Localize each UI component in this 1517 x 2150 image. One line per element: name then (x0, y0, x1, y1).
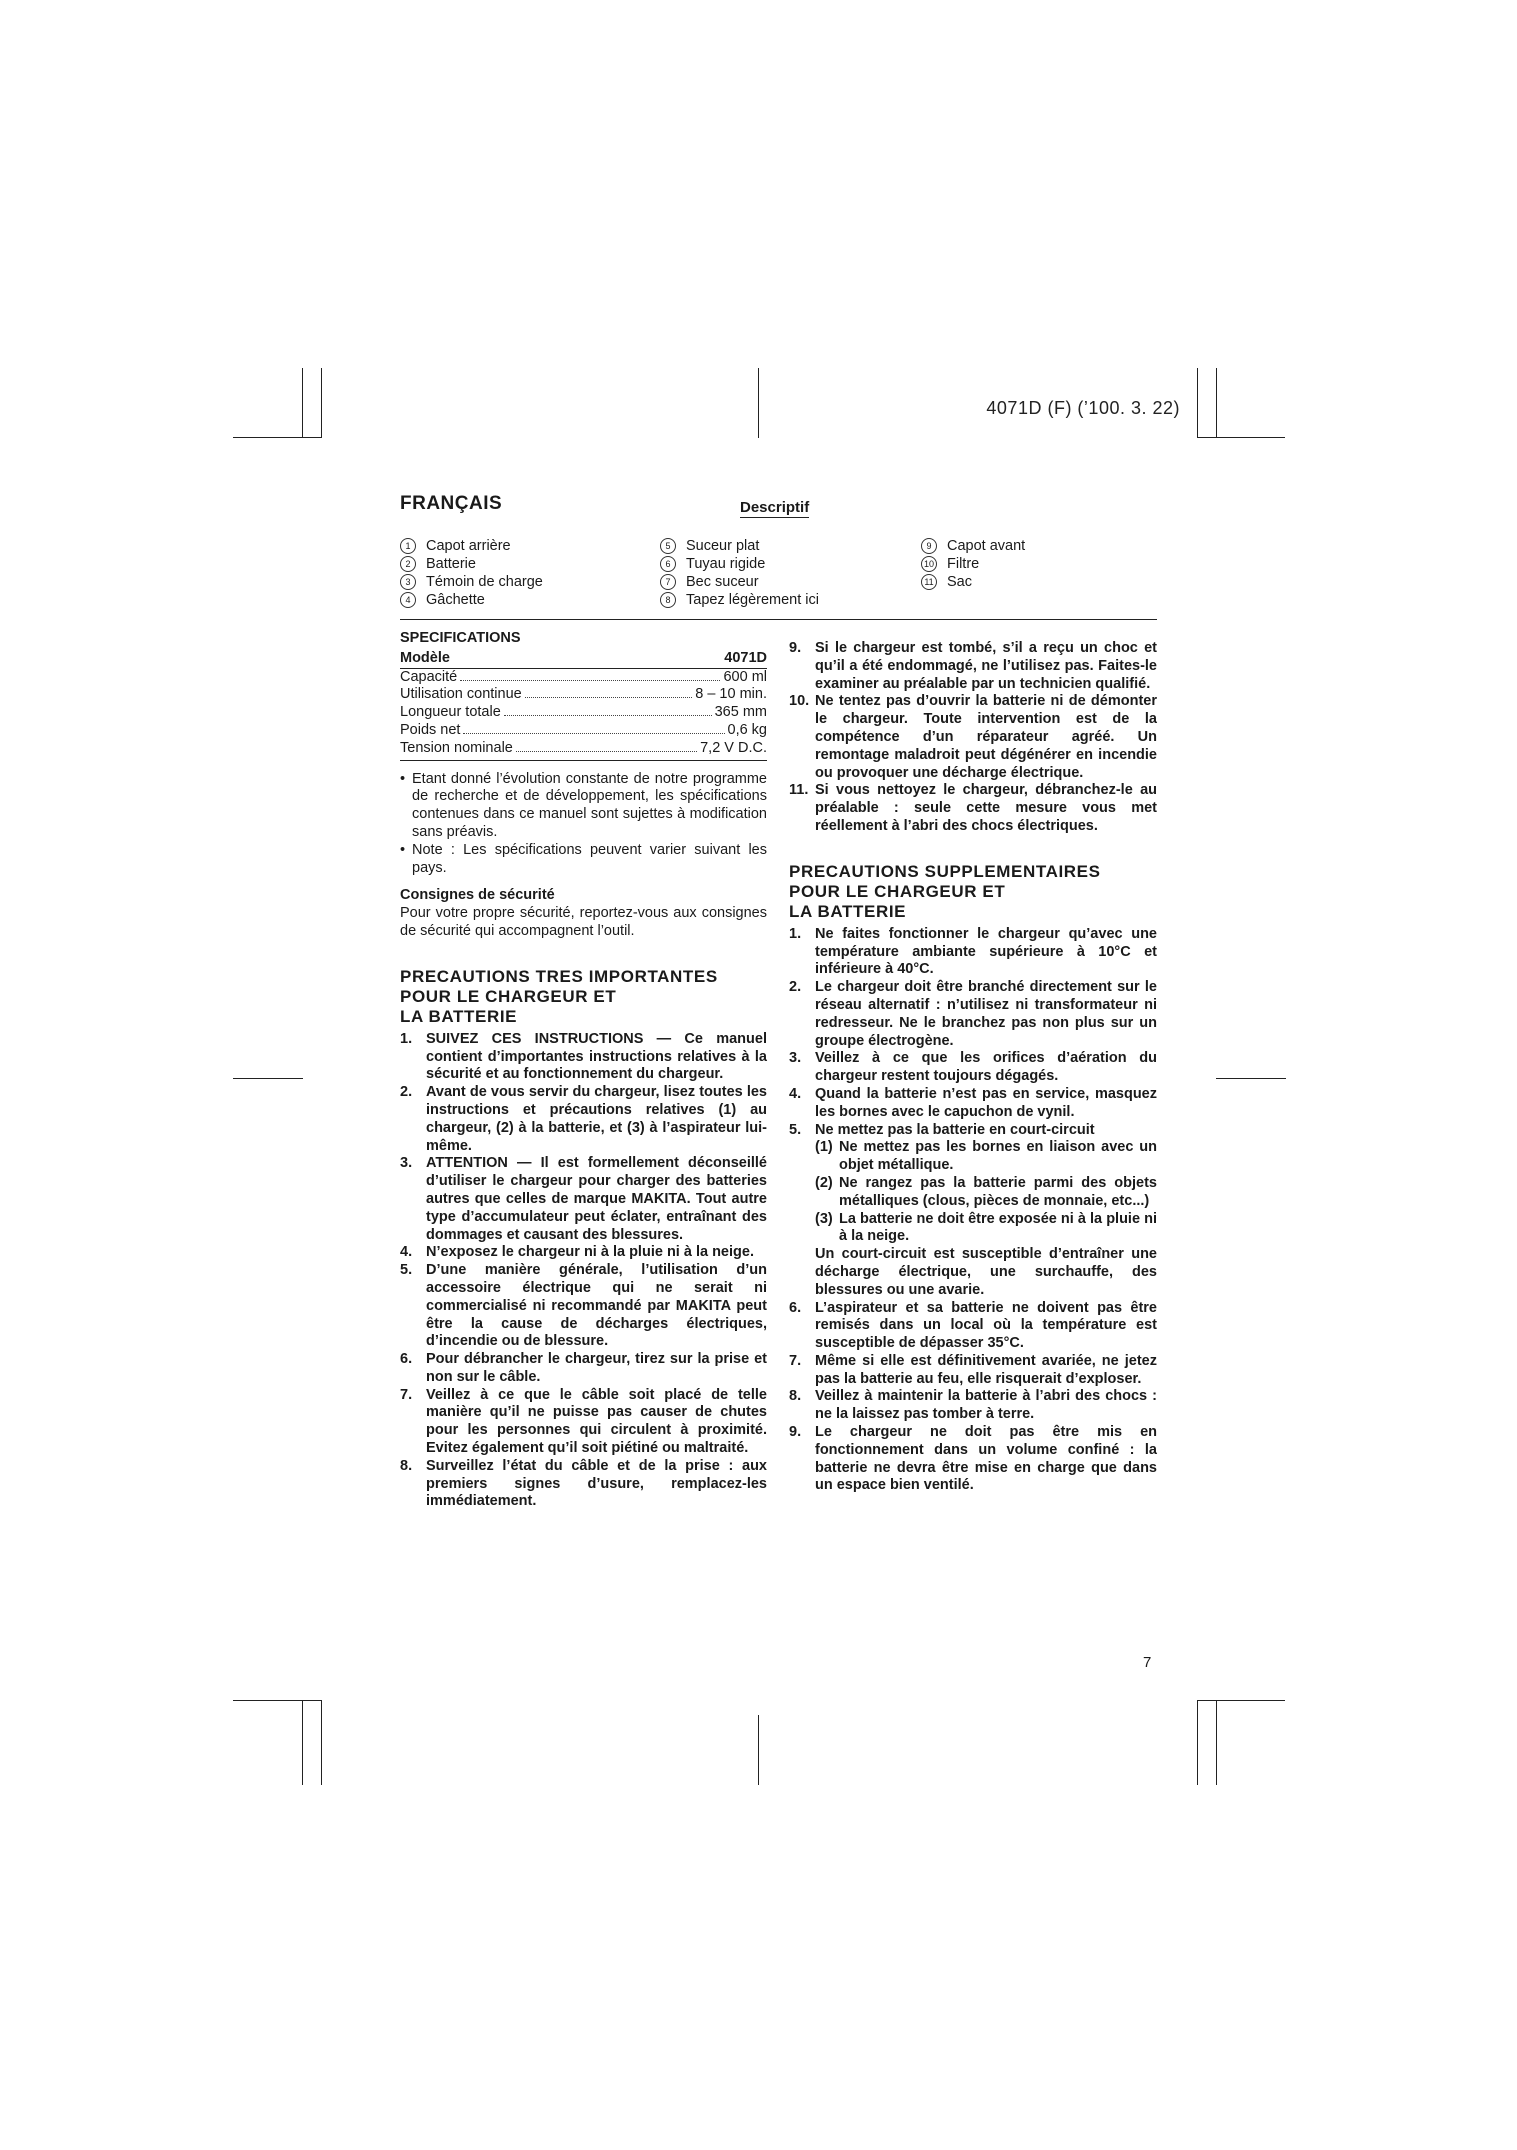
right-column (789, 640, 1157, 1495)
spec-value: 365 mm (714, 704, 767, 721)
short-circuit-sublist (789, 1139, 1157, 1246)
supplementary-title-line1: PRECAUTIONS SUPPLEMENTAIRES (789, 861, 1101, 881)
list-item: 8. Surveillez l’état du câble et de la prise : aux premiers signes d’usure, remplacez-les immédiatement. (400, 1457, 767, 1510)
sub-list-item: (2) Ne rangez pas la batterie parmi des objets métalliques (clous, pièces de monnaie, etc...) (815, 1174, 1157, 1209)
list-item: 5. Ne mettez pas la batterie en court-circuit (789, 1121, 1095, 1138)
important-title-line2: POUR LE CHARGEUR ET (400, 986, 617, 1006)
spec-model-label: Modèle (400, 649, 450, 666)
part-number: 11 (921, 574, 937, 590)
spec-row (400, 740, 767, 758)
part-item (400, 573, 543, 591)
safety-title: Consignes de sécurité (400, 887, 555, 904)
supplementary-list (789, 926, 1157, 1140)
sub-list-item: (3) La batterie ne doit être exposée ni à la pluie ni à la neige. (815, 1210, 1157, 1245)
left-column (400, 630, 767, 1511)
list-item: 10. Ne tentez pas d’ouvrir la batterie ni de démonter le chargeur. Toute intervention est de la compétence d’un réparateur agréé. Un remontage maladroit peut dégénérer en incendie ou provoquer une décharge électrique. (789, 693, 1157, 781)
part-item (921, 537, 1025, 555)
page-number: 7 (1143, 1654, 1152, 1671)
part-label: Suceur plat (686, 538, 760, 554)
list-item: 4. N’exposez le chargeur ni à la pluie ni à la neige. (400, 1244, 754, 1261)
part-number: 2 (400, 556, 416, 572)
spec-label: Poids net (400, 721, 461, 738)
spec-value: 0,6 kg (727, 721, 767, 738)
spec-label: Capacité (400, 668, 458, 685)
spec-model-row (400, 650, 767, 669)
list-item: 7. Même si elle est définitivement avariée, ne jetez pas la batterie au feu, elle risquerait d’exploser. (789, 1352, 1157, 1387)
supplementary-title-line2: POUR LE CHARGEUR ET (789, 881, 1006, 901)
part-number: 10 (921, 556, 937, 572)
spec-value: 7,2 V D.C. (700, 739, 767, 756)
part-number: 1 (400, 538, 416, 554)
list-item: 1. SUIVEZ CES INSTRUCTIONS — Ce manuel contient d’importantes instructions relatives à la sécurité et au fonctionnement du chargeur. (400, 1030, 767, 1083)
list-item: 9. Le chargeur ne doit pas être mis en fonctionnement dans un volume confiné : la batterie ne devra être mise en charge que dans un espace bien ventilé. (789, 1424, 1157, 1494)
part-label: Tuyau rigide (686, 556, 766, 572)
spec-note: • Etant donné l’évolution constante de notre programme de recherche et de développement, les spécifications contenues dans ce manuel sont sujettes à modification sans préavis. (400, 770, 767, 840)
spec-label: Utilisation continue (400, 686, 522, 703)
part-label: Capot avant (947, 538, 1026, 554)
language-title: FRANÇAIS (400, 493, 503, 514)
spec-label: Longueur totale (400, 704, 501, 721)
list-item: 5. D’une manière générale, l’utilisation d’un accessoire électrique qui ne serait ni commercialisé ni recommandé par MAKITA peut être la cause de décharges électriques, d’incendie ou de blessure. (400, 1262, 767, 1350)
parts-list-col2 (660, 537, 819, 609)
part-item (400, 537, 543, 555)
list-item: 11. Si vous nettoyez le chargeur, débranchez-le au préalable : seule cette mesure vous met réellement à l’abri des chocs électriques. (789, 782, 1157, 834)
important-list (400, 1031, 767, 1512)
part-number: 5 (660, 538, 676, 554)
list-item: 3. Veillez à ce que les orifices d’aération du chargeur restent toujours dégagés. (789, 1050, 1157, 1085)
spec-label: Tension nominale (400, 739, 513, 756)
part-item (400, 591, 543, 609)
part-number: 4 (400, 592, 416, 608)
list-item: 3. ATTENTION — Il est formellement déconseillé d’utiliser le chargeur pour charger des batteries autres que celles de marque MAKITA. Tout autre type d’accumulateur peut éclater, entraînant des dommages et causant des blessures. (400, 1155, 767, 1243)
spec-row (400, 722, 767, 740)
list-item: 2. Le chargeur doit être branché directement sur le réseau alternatif : n’utilisez ni transformateur ni redresseur. Ne le branchez pas non plus sur un groupe électrogène. (789, 979, 1157, 1049)
part-item (921, 573, 1025, 591)
supplementary-list-continued (789, 1300, 1157, 1496)
list-item: 2. Avant de vous servir du chargeur, lisez toutes les instructions et précautions relatives (1) au chargeur, (2) à la batterie, et (3) à l’aspirateur lui-même. (400, 1084, 767, 1154)
spec-value: 600 ml (723, 668, 767, 685)
part-item (660, 573, 819, 591)
part-label: Tapez légèrement ici (686, 592, 819, 608)
spec-value: 8 – 10 min. (695, 686, 767, 703)
important-title-line3: LA BATTERIE (400, 1006, 518, 1026)
list-item: 8. Veillez à maintenir la batterie à l’abri des chocs : ne la laissez pas tomber à terre. (789, 1388, 1157, 1423)
document-code: 4071D (F) (’100. 3. 22) (986, 398, 1180, 418)
part-label: Gâchette (426, 592, 485, 608)
part-item (921, 555, 1025, 573)
list-item: 6. L’aspirateur et sa batterie ne doivent pas être remisés dans un local où la température est susceptible de dépasser 35°C. (789, 1299, 1157, 1352)
spec-model-value: 4071D (724, 649, 767, 666)
part-number: 8 (660, 592, 676, 608)
part-number: 3 (400, 574, 416, 590)
list-item: 9. Si le chargeur est tombé, s’il a reçu un choc et qu’il a été endommagé, ne l’utilisez pas. Faites-le examiner au préalable par un technicien qualifié. (789, 640, 1157, 692)
list-item: 6. Pour débrancher le chargeur, tirez sur la prise et non sur le câble. (400, 1351, 767, 1385)
part-label: Batterie (426, 556, 476, 572)
spec-row (400, 704, 767, 722)
spec-row (400, 686, 767, 704)
part-number: 9 (921, 538, 937, 554)
part-label: Témoin de charge (426, 574, 543, 590)
section-divider (400, 619, 1157, 620)
specifications-title: SPECIFICATIONS (400, 630, 521, 646)
sub-list-item: (1) Ne mettez pas les bornes en liaison avec un objet métallique. (815, 1139, 1157, 1174)
list-item: 4. Quand la batterie n’est pas en service, masquez les bornes avec le capuchon de vynil. (789, 1085, 1157, 1120)
part-number: 6 (660, 556, 676, 572)
part-label: Bec suceur (686, 574, 759, 590)
parts-list-col1 (400, 537, 543, 609)
important-list-continued (789, 640, 1157, 836)
part-item (660, 591, 819, 609)
short-circuit-note: Un court-circuit est susceptible d’entraîner une décharge électrique, une surchauffe, des blessures ou une avarie. (815, 1246, 1157, 1298)
important-title-line1: PRECAUTIONS TRES IMPORTANTES (400, 966, 718, 986)
parts-list-col3 (921, 537, 1025, 591)
part-item (400, 555, 543, 573)
list-item: 1. Ne faites fonctionner le chargeur qu’avec une température ambiante supérieure à 10°C et inférieure à 40°C. (789, 925, 1157, 978)
spec-divider (400, 760, 767, 761)
part-number: 7 (660, 574, 676, 590)
safety-text: Pour votre propre sécurité, reportez-vous aux consignes de sécurité qui accompagnent l’outil. (400, 905, 767, 939)
part-label: Filtre (947, 556, 980, 572)
description-title: Descriptif (740, 499, 810, 516)
part-label: Sac (947, 574, 972, 590)
part-label: Capot arrière (426, 538, 511, 554)
spec-row (400, 669, 767, 687)
spec-note: • Note : Les spécifications peuvent varier suivant les pays. (400, 841, 767, 876)
supplementary-title-line3: LA BATTERIE (789, 901, 907, 921)
list-item: 7. Veillez à ce que le câble soit placé de telle manière qu’il ne puisse pas causer de chutes pour les personnes qui circulent à proximité. Evitez également qu’il soit piétiné ou maltraité. (400, 1386, 767, 1457)
part-item (660, 537, 819, 555)
part-item (660, 555, 819, 573)
